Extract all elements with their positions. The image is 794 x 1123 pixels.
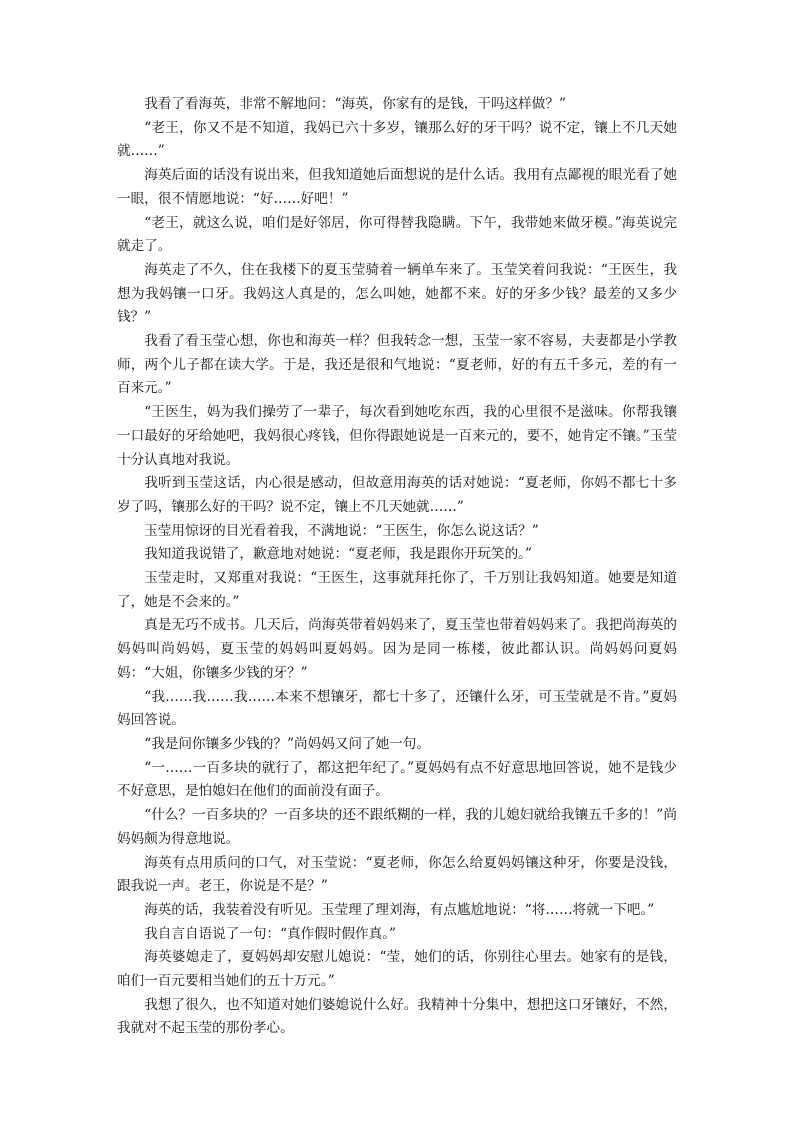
paragraph: 我看了看海英，非常不解地问：“海英，你家有的是钱，干吗这样做？” [144, 96, 566, 112]
paragraph: 我听到玉莹这话，内心很是感动，但故意用海英的话对她说：“夏老师，你妈不都七十多岁了吗，镶那么好的干吗？说不定，镶上不几天她就……” [117, 475, 677, 515]
paragraph: 玉莹用惊讶的目光看着我，不满地说：“王医生，你怎么说这话？” [144, 522, 539, 539]
paragraph: “老王，就这么说，咱们是好邻居，你可得替我隐瞒。下午，我带她来做牙模。”海英说完就走了。 [117, 214, 677, 255]
paragraph: 海英婆媳走了，夏妈妈却安慰儿媳说：“莹，她们的话，你别往心里去。她家有的是钱，咱们一百元要相当她们的五十万元。” [117, 949, 677, 990]
paragraph: 我自言自语说了一句：“真作假时假作真。” [144, 925, 396, 942]
paragraph: 真是无巧不成书。几天后，尚海英带着妈妈来了，夏玉莹也带着妈妈来了。我把尚海英的妈妈叫尚妈妈，夏玉莹的妈妈叫夏妈妈。因为是同一栋楼，彼此都认识。尚妈妈问夏妈妈：“大姐，你镶多少钱的牙？” [117, 617, 677, 681]
paragraph: “老王，你又不是不知道，我妈已六十多岁，镶那么好的牙干吗？说不定，镶上不几天她就……” [117, 119, 677, 160]
paragraph: 海英走了不久，住在我楼下的夏玉莹骑着一辆单车来了。玉莹笑着问我说：“王医生，我想为我妈镶一口牙。我妈这人真是的，怎么叫她，她都不来。好的牙多少钱？最差的又多少钱？” [117, 261, 677, 326]
paragraph: “我……我……我……本来不想镶牙，都七十多了，还镶什么牙，可玉莹就是不肯。”夏妈妈回答说。 [117, 688, 677, 729]
paragraph: “一……一百多块的就行了，都这把年纪了。”夏妈妈有点不好意思地回答说，她不是钱少不好意思，是怕媳妇在他们的面前没有面子。 [117, 759, 677, 800]
paragraph: 玉莹走时，又郑重对我说：“王医生，这事就拜托你了，千万别让我妈知道。她要是知道了，她是不会来的。” [117, 570, 677, 610]
paragraph: “什么？一百多块的？一百多块的还不跟纸糊的一样，我的儿媳妇就给我镶五千多的！”尚妈妈颇为得意地说。 [117, 807, 677, 847]
paragraph: 我看了看玉莹心想，你也和海英一样？但我转念一想，玉莹一家不容易，夫妻都是小学教师，两个儿子都在读大学。于是，我还是很和气地说：“夏老师，好的有五千多元，差的有一百来元。” [117, 333, 677, 397]
paragraph: 海英有点用质问的口气，对玉莹说：“夏老师，你怎么给夏妈妈镶这种牙，你要是没钱，跟我说一声。老王，你说是不是？” [117, 854, 677, 895]
paragraph: 海英后面的话没有说出来，但我知道她后面想说的是什么话。我用有点鄙视的眼光看了她一眼，很不情愿地说：“好……好吧！” [117, 167, 677, 207]
paragraph: 我想了很久，也不知道对她们婆媳说什么好。我精神十分集中，想把这口牙镶好，不然，我就对不起玉莹的那份孝心。 [117, 996, 677, 1037]
paragraph: “我是问你镶多少钱的？”尚妈妈又问了她一句。 [144, 735, 430, 752]
story-text [117, 93, 677, 1041]
paragraph: “王医生，妈为我们操劳了一辈子，每次看到她吃东西，我的心里很不是滋味。你帮我镶一口最好的牙给她吧，我妈很心疼钱，但你得跟她说是一百来元的，要不，她肯定不镶。”玉莹十分认真地对我说。 [117, 404, 677, 468]
paragraph: 海英的话，我装着没有听见。玉莹理了理刘海，有点尴尬地说：“将……将就一下吧。” [144, 901, 655, 918]
paragraph: 我知道我说错了，歉意地对她说：“夏老师，我是跟你开玩笑的。” [144, 546, 532, 563]
